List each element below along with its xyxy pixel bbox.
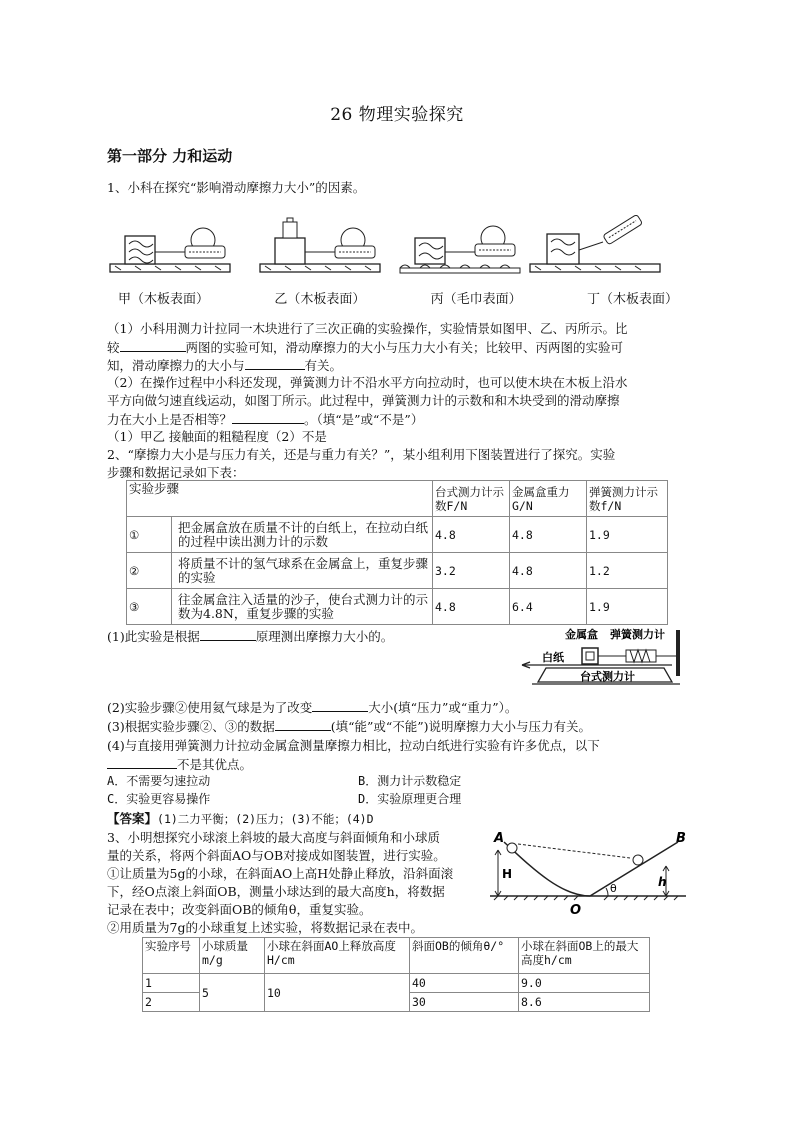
caption-yi: 乙（木板表面） xyxy=(274,292,366,307)
q2-stem-line2: 步骤和数据记录如下表： xyxy=(107,465,245,480)
q3-stem-line2: 量的关系，将两个斜面AO与OB对接成如图装置，进行实验。 xyxy=(107,848,446,863)
table-header: 台式测力计示数F/N xyxy=(433,481,510,517)
table-cell: 4.8 xyxy=(433,517,510,553)
q3-s1-line3: 记录在表中；改变斜面OB的倾角θ，重复实验。 xyxy=(107,902,372,917)
label-h: h xyxy=(658,875,667,889)
table-cell: 4.8 xyxy=(510,553,587,589)
answer-blank[interactable] xyxy=(312,698,368,712)
label-O: O xyxy=(570,903,582,918)
caption-jia: 甲（木板表面） xyxy=(118,292,210,307)
q2-stem-line1: 2、“摩擦力大小是与压力有关，还是与重力有关？”，某小组利用下图装置进行了探究。实验 xyxy=(107,447,616,462)
table-cell: 30 xyxy=(410,993,519,1012)
q2-apparatus-figure xyxy=(512,624,687,690)
table-cell: 6.4 xyxy=(510,589,587,625)
table-header: 实验步骤 xyxy=(127,481,433,517)
table-cell: 3.2 xyxy=(433,553,510,589)
option-a[interactable]: A．不需要匀速拉动 xyxy=(107,774,211,788)
figure-jia xyxy=(110,228,230,272)
table-cell: 1.2 xyxy=(587,553,668,589)
caption-bing: 丙（毛巾表面） xyxy=(430,292,522,307)
figure-bing xyxy=(400,226,520,273)
q1-stem: 1、小科在探究“影响滑动摩擦力大小”的因素。 xyxy=(107,180,366,195)
q3-incline-figure xyxy=(490,826,690,918)
q2-data-table xyxy=(126,480,668,625)
label-H: H xyxy=(502,867,513,881)
table-cell: 4.8 xyxy=(433,589,510,625)
table-header: 金属盒重力G/N xyxy=(510,481,587,517)
page-title: 26 物理实验探究 xyxy=(330,105,464,125)
label-white-paper: 白纸 xyxy=(542,651,564,664)
option-b[interactable]: B．测力计示数稳定 xyxy=(358,774,462,788)
section-heading: 第一部分 力和运动 xyxy=(107,147,233,165)
answer-blank[interactable] xyxy=(245,356,305,370)
table-header-row xyxy=(143,938,650,974)
answer-blank[interactable] xyxy=(107,755,177,769)
q1-sub2-line2: 平方向做匀速直线运动，如图丁所示。此过程中，弹簧测力计的示数和和木块受到的滑动摩擦 xyxy=(107,393,620,408)
answer-blank[interactable] xyxy=(275,717,331,731)
q1-sub2-line3: 力在大小上是否相等？ 。（填“是”或“不是”） xyxy=(107,412,424,427)
table-header: 小球在斜面OB上的最大高度h/cm xyxy=(519,938,650,974)
q2-sub3: (3)根据实验步骤②、③的数据 (填“能”或“不能”)说明摩擦力大小与压力有关。 xyxy=(107,719,592,734)
caption-ding: 丁（木板表面） xyxy=(586,292,678,307)
label-platform-scale: 台式测力计 xyxy=(580,670,635,683)
table-cell: 40 xyxy=(410,974,519,993)
step-number: ① xyxy=(127,517,172,553)
answer-blank[interactable] xyxy=(200,627,256,641)
q2-sub4-line2: 不是其优点。 xyxy=(107,755,252,773)
q1-sub1-line3: 知，滑动摩擦力的大小与 有关。 xyxy=(107,358,343,373)
q1-sub1-line1: （1）小科用测力计拉同一木块进行了三次正确的实验操作，实验情景如图甲、乙、丙所示。比 xyxy=(107,321,628,336)
table-cell: 8.6 xyxy=(519,993,650,1012)
table-cell: 4.8 xyxy=(510,517,587,553)
table-header: 斜面OB的倾角θ/° xyxy=(410,938,519,974)
answer-blank[interactable] xyxy=(120,338,186,352)
q1-answer: （1）甲乙 接触面的粗糙程度（2）不是 xyxy=(107,429,327,444)
figure-ding xyxy=(530,214,660,272)
table-cell: 1.9 xyxy=(587,589,668,625)
step-description: 往金属盒注入适量的沙子，使台式测力计的示数为4.8N，重复步骤的实验 xyxy=(172,589,433,625)
table-cell-release-height: 10 xyxy=(265,974,410,1012)
label-theta: θ xyxy=(610,882,617,895)
q3-s2: ②用质量为7g的小球重复上述实验，将数据记录在表中。 xyxy=(107,920,423,935)
figure-yi xyxy=(260,218,380,272)
table-header-row xyxy=(127,481,668,517)
q2-sub1: (1)此实验是根据 原理测出摩擦力大小的。 xyxy=(107,629,394,644)
table-row xyxy=(127,517,668,553)
label-metal-box: 金属盒 xyxy=(565,628,598,641)
q1-sub2-line1: （2）在操作过程中小科还发现，弹簧测力计不沿水平方向拉动时，也可以使木块在木板上沿水 xyxy=(107,375,628,390)
table-cell: 1 xyxy=(143,974,200,993)
step-number: ② xyxy=(127,553,172,589)
table-header: 小球在斜面AO上释放高度H/cm xyxy=(265,938,410,974)
table-cell: 2 xyxy=(143,993,200,1012)
answer-blank[interactable] xyxy=(232,410,304,424)
q3-s1-line1: ①让质量为5g的小球，在斜面AO上高H处静止释放，沿斜面滚 xyxy=(107,866,454,881)
q3-stem-line1: 3、小明想探究小球滚上斜坡的最大高度与斜面倾角和小球质 xyxy=(107,830,440,845)
label-spring-scale: 弹簧测力计 xyxy=(610,628,665,641)
q3-data-table xyxy=(142,937,650,1012)
table-row xyxy=(127,553,668,589)
table-row xyxy=(127,589,668,625)
q1-friction-figures xyxy=(105,200,665,284)
q1-sub1-line2: 较 两图的实验可知，滑动摩擦力的大小与压力大小有关；比较甲、丙两图的实验可 xyxy=(107,340,624,355)
option-d[interactable]: D．实验原理更合理 xyxy=(358,792,462,806)
q2-sub4-line1: (4)与直接用弹簧测力计拉动金属盒测量摩擦力相比，拉动白纸进行实验有许多优点，以下 xyxy=(107,738,600,753)
q3-s1-line2: 下，经O点滚上斜面OB，测量小球达到的最大高度h，将数据 xyxy=(107,884,445,899)
step-description: 将质量不计的氢气球系在金属盒上，重复步骤的实验 xyxy=(172,553,433,589)
q2-answer: 【答案】(1)二力平衡；(2)压力；(3)不能；(4)D xyxy=(107,811,374,826)
table-header: 小球质量m/g xyxy=(200,938,265,974)
table-cell: 1.9 xyxy=(587,517,668,553)
q2-sub2: (2)实验步骤②使用氦气球是为了改变 大小(填“压力”或“重力”）。 xyxy=(107,700,518,715)
q1-figure-captions xyxy=(118,291,678,308)
table-header: 弹簧测力计示数f/N xyxy=(587,481,668,517)
table-header: 实验序号 xyxy=(143,938,200,974)
table-cell-mass: 5 xyxy=(200,974,265,1012)
label-A: A xyxy=(494,831,505,846)
table-row xyxy=(143,974,650,993)
table-cell: 9.0 xyxy=(519,974,650,993)
option-c[interactable]: C．实验更容易操作 xyxy=(107,792,211,806)
label-B: B xyxy=(676,831,686,846)
step-description: 把金属盒放在质量不计的白纸上，在拉动白纸的过程中读出测力计的示数 xyxy=(172,517,433,553)
step-number: ③ xyxy=(127,589,172,625)
